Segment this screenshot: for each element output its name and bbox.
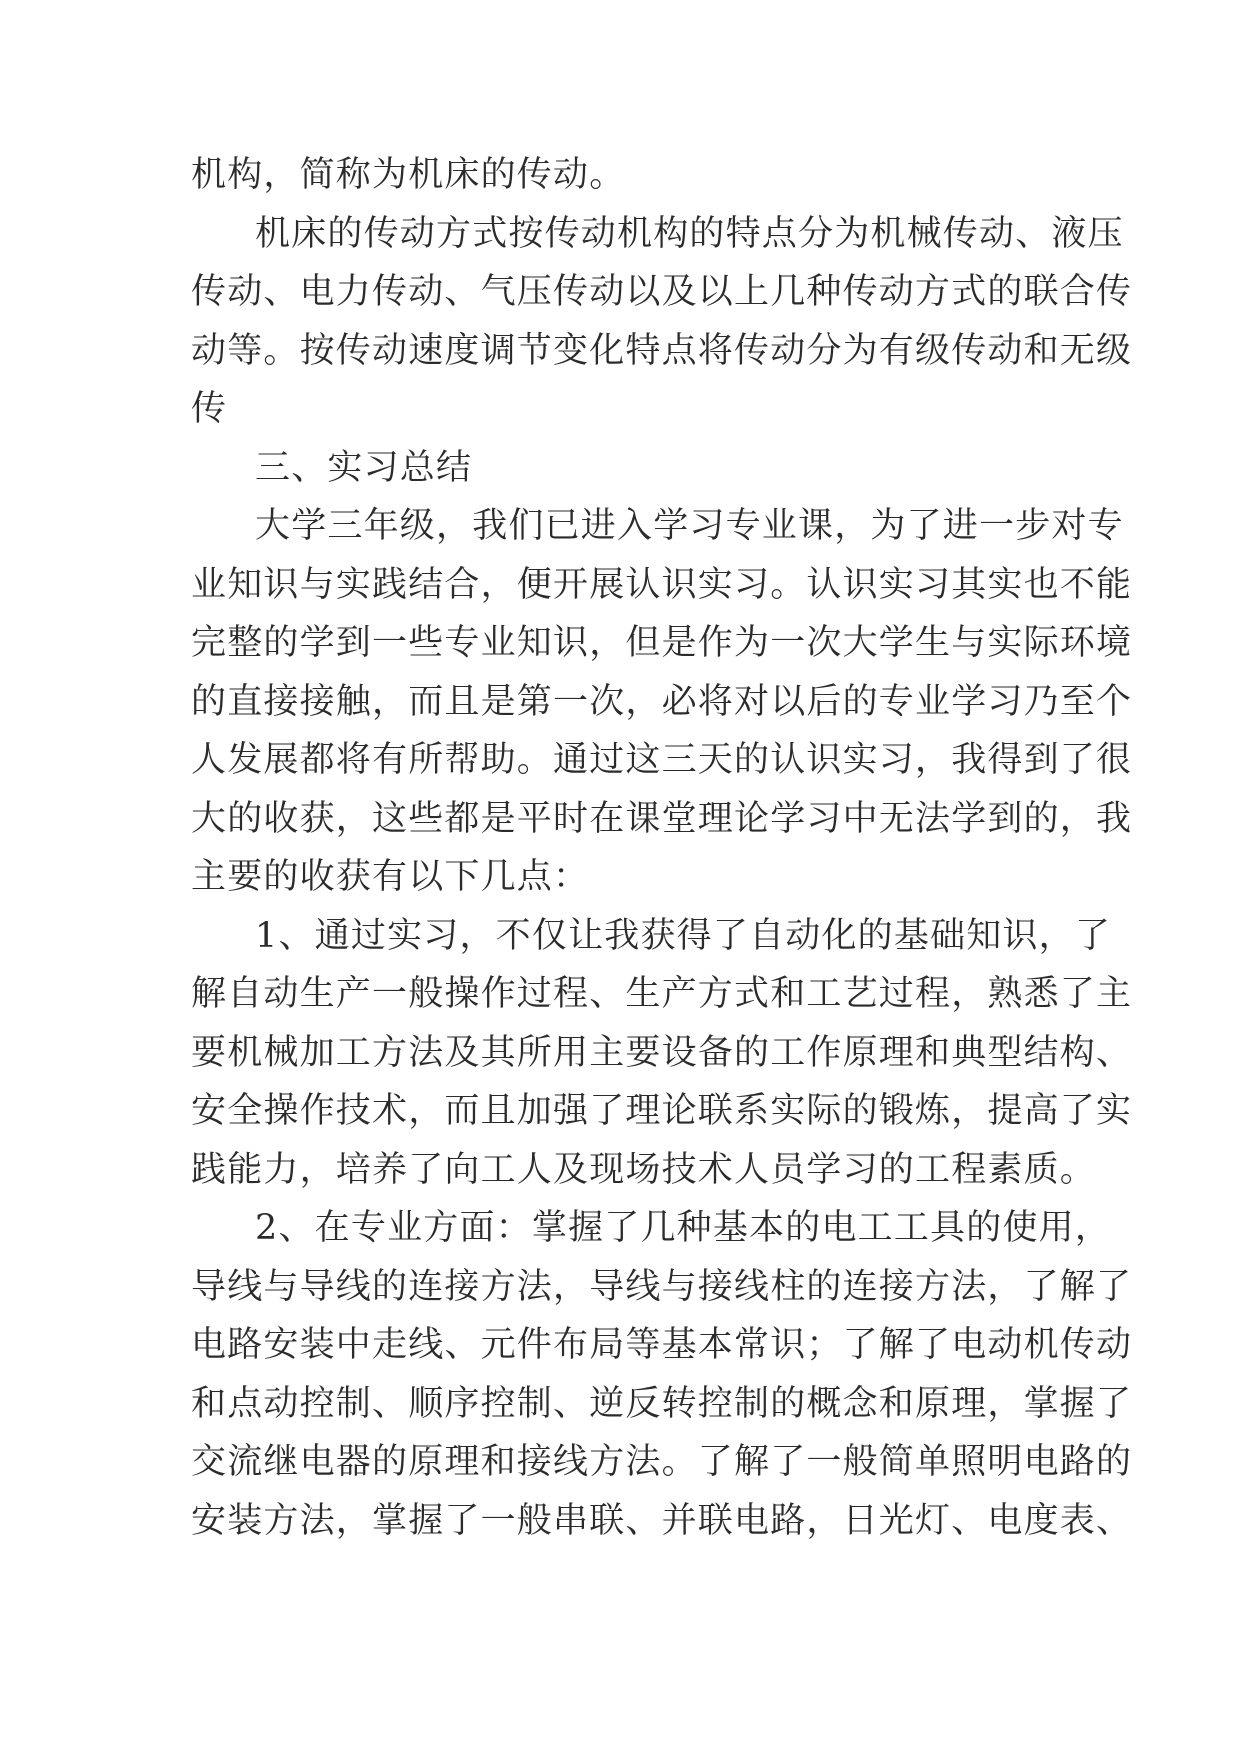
text-line: 导线与导线的连接方法，导线与接线柱的连接方法，了解了 xyxy=(191,1266,1133,1307)
text-line: 和点动控制、顺序控制、逆反转控制的概念和原理，掌握了 xyxy=(191,1383,1133,1424)
paragraph-start-line: 2、在专业方面：掌握了几种基本的电工工具的使用， xyxy=(255,1208,1112,1248)
text-line: 业知识与实践结合，便开展认识实习。认识实习其实也不能 xyxy=(191,564,1133,605)
text-line: 要机械加工方法及其所用主要设备的工作原理和典型结构、 xyxy=(191,1032,1133,1073)
paragraph-start-line: 1、通过实习，不仅让我获得了自动化的基础知识，了 xyxy=(255,915,1112,956)
text-line: 交流继电器的原理和接线方法。了解了一般简单照明电路的 xyxy=(191,1442,1133,1482)
text-line: 传 xyxy=(191,389,228,429)
text-line: 安装方法，掌握了一般串联、并联电路，日光灯、电度表、 xyxy=(191,1500,1133,1541)
document-body xyxy=(191,146,1133,1550)
text-line: 主要的收获有以下几点： xyxy=(191,857,590,897)
text-line: 人发展都将有所帮助。通过这三天的认识实习，我得到了很 xyxy=(191,740,1133,780)
paragraph-start-line: 大学三年级，我们已进入学习专业课，为了进一步对专 xyxy=(255,506,1124,546)
paragraph-start-line: 机床的传动方式按传动机构的特点分为机械传动、液压 xyxy=(255,213,1124,254)
text-line: 动等。按传动速度调节变化特点将传动分为有级传动和无级 xyxy=(191,330,1133,371)
text-line: 大的收获，这些都是平时在课堂理论学习中无法学到的，我 xyxy=(191,798,1133,839)
text-line: 的直接接触，而且是第一次，必将对以后的专业学习乃至个 xyxy=(191,681,1133,722)
text-line: 安全操作技术，而且加强了理论联系实际的锻炼，提高了实 xyxy=(191,1091,1133,1131)
section-heading: 三、实习总结 xyxy=(255,447,473,488)
text-line: 机构，简称为机床的传动。 xyxy=(191,155,626,195)
text-line: 践能力，培养了向工人及现场技术人员学习的工程素质。 xyxy=(191,1149,1097,1190)
text-line: 传动、电力传动、气压传动以及以上几种传动方式的联合传 xyxy=(191,272,1133,312)
text-line: 完整的学到一些专业知识，但是作为一次大学生与实际环境 xyxy=(191,623,1133,663)
text-line: 解自动生产一般操作过程、生产方式和工艺过程，熟悉了主 xyxy=(191,974,1133,1014)
text-line: 电路安装中走线、元件布局等基本常识；了解了电动机传动 xyxy=(191,1325,1133,1365)
